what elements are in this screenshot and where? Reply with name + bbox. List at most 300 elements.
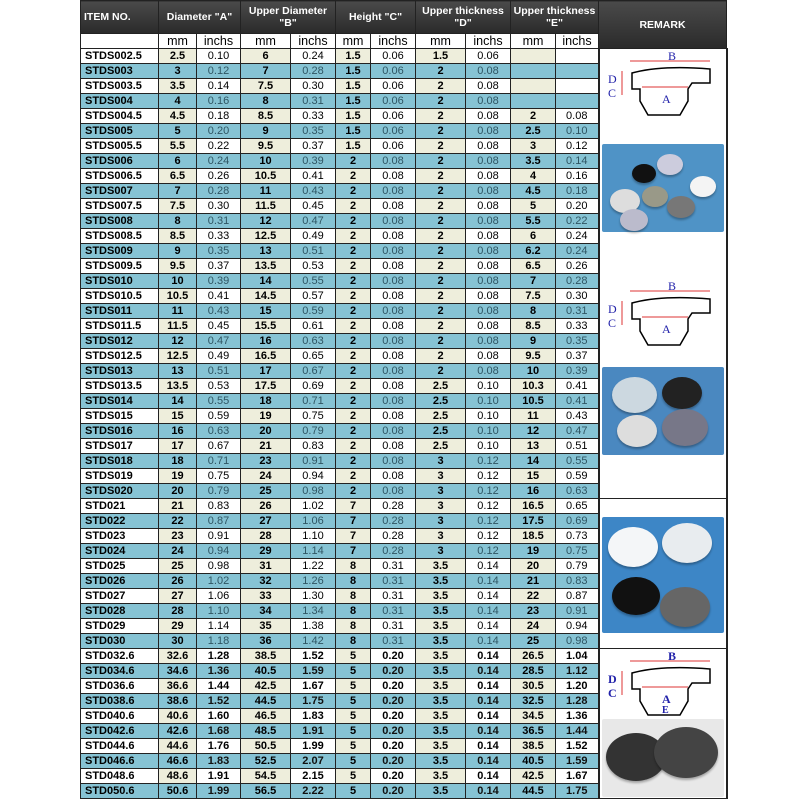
cell-item-no: STDS010	[81, 274, 159, 289]
cell-c-mm: 2	[336, 379, 371, 394]
cell-b-inch: 1.99	[291, 739, 336, 754]
cell-d-inch: 0.14	[466, 589, 511, 604]
cell-item-no: STD036.6	[81, 679, 159, 694]
cell-e-mm: 17.5	[511, 514, 556, 529]
cell-d-mm: 2	[416, 289, 466, 304]
cell-d-mm: 2	[416, 139, 466, 154]
cell-a-mm: 40.6	[159, 709, 197, 724]
cell-e-inch: 0.37	[556, 349, 599, 364]
cell-e-mm: 9	[511, 334, 556, 349]
cell-item-no: STDS006	[81, 154, 159, 169]
cell-b-mm: 34	[241, 604, 291, 619]
cell-item-no: STDS005	[81, 124, 159, 139]
cell-d-mm: 3	[416, 484, 466, 499]
cell-item-no: STDS007	[81, 184, 159, 199]
cell-d-mm: 2	[416, 94, 466, 109]
cell-item-no: STDS007.5	[81, 199, 159, 214]
cell-d-mm: 2.5	[416, 409, 466, 424]
cell-d-mm: 3.5	[416, 724, 466, 739]
subheader-inch: inchs	[466, 34, 511, 49]
cell-d-inch: 0.12	[466, 529, 511, 544]
cell-b-mm: 14	[241, 274, 291, 289]
cell-a-mm: 34.6	[159, 664, 197, 679]
cell-d-mm: 2.5	[416, 379, 466, 394]
cell-a-mm: 18	[159, 454, 197, 469]
cell-d-inch: 0.08	[466, 139, 511, 154]
cell-d-inch: 0.08	[466, 244, 511, 259]
cell-c-inch: 0.20	[371, 754, 416, 769]
cell-a-inch: 0.22	[197, 139, 241, 154]
cell-c-mm: 5	[336, 679, 371, 694]
cell-c-inch: 0.20	[371, 724, 416, 739]
cell-e-mm: 16	[511, 484, 556, 499]
cell-d-inch: 0.08	[466, 64, 511, 79]
cell-c-inch: 0.08	[371, 454, 416, 469]
subheader-mm: mm	[241, 34, 291, 49]
cell-a-mm: 42.6	[159, 724, 197, 739]
cell-c-mm: 1.5	[336, 64, 371, 79]
remark-cell	[599, 649, 727, 799]
cell-a-inch: 0.87	[197, 514, 241, 529]
cell-b-inch: 1.52	[291, 649, 336, 664]
cell-a-inch: 0.75	[197, 469, 241, 484]
cell-item-no: STDS015	[81, 409, 159, 424]
cell-d-inch: 0.08	[466, 274, 511, 289]
header-diameter-a: Diameter "A"	[159, 1, 241, 34]
cell-b-inch: 1.59	[291, 664, 336, 679]
cell-c-inch: 0.31	[371, 589, 416, 604]
cell-b-inch: 0.28	[291, 64, 336, 79]
svg-text:D: D	[607, 672, 617, 686]
cell-d-inch: 0.08	[466, 304, 511, 319]
cell-e-inch: 0.22	[556, 214, 599, 229]
cell-d-inch: 0.12	[466, 469, 511, 484]
cell-a-mm: 10	[159, 274, 197, 289]
cell-c-mm: 5	[336, 664, 371, 679]
cell-a-inch: 1.91	[197, 769, 241, 784]
cell-c-inch: 0.08	[371, 274, 416, 289]
cell-a-inch: 0.10	[197, 49, 241, 64]
product-photo	[602, 367, 724, 455]
cell-b-mm: 35	[241, 619, 291, 634]
cell-d-inch: 0.08	[466, 259, 511, 274]
cell-b-inch: 0.65	[291, 349, 336, 364]
cell-e-mm: 26.5	[511, 649, 556, 664]
cell-e-inch: 0.35	[556, 334, 599, 349]
cell-d-mm: 3.5	[416, 559, 466, 574]
cell-b-inch: 0.33	[291, 109, 336, 124]
cell-c-mm: 2	[336, 244, 371, 259]
cell-a-mm: 20	[159, 484, 197, 499]
subheader-mm: mm	[511, 34, 556, 49]
cell-c-inch: 0.08	[371, 469, 416, 484]
cell-c-mm: 8	[336, 589, 371, 604]
cell-a-inch: 0.26	[197, 169, 241, 184]
cell-b-mm: 36	[241, 634, 291, 649]
spec-table	[80, 0, 728, 799]
cell-item-no: STDS006.5	[81, 169, 159, 184]
cell-c-inch: 0.28	[371, 544, 416, 559]
cell-b-mm: 25	[241, 484, 291, 499]
cell-c-mm: 2	[336, 169, 371, 184]
cell-b-inch: 0.98	[291, 484, 336, 499]
cell-a-inch: 1.60	[197, 709, 241, 724]
cell-a-mm: 3.5	[159, 79, 197, 94]
cell-b-mm: 50.5	[241, 739, 291, 754]
cell-b-inch: 0.47	[291, 214, 336, 229]
cell-a-inch: 0.71	[197, 454, 241, 469]
cell-c-mm: 1.5	[336, 124, 371, 139]
cell-c-mm: 7	[336, 514, 371, 529]
cell-a-inch: 0.79	[197, 484, 241, 499]
cell-b-mm: 44.5	[241, 694, 291, 709]
cell-b-inch: 0.79	[291, 424, 336, 439]
cell-c-inch: 0.06	[371, 49, 416, 64]
cell-item-no: STDS020	[81, 484, 159, 499]
cell-b-inch: 0.94	[291, 469, 336, 484]
cell-c-inch: 0.06	[371, 109, 416, 124]
cell-e-mm: 36.5	[511, 724, 556, 739]
cell-d-mm: 2	[416, 244, 466, 259]
cell-item-no: STD032.6	[81, 649, 159, 664]
cell-d-mm: 2.5	[416, 439, 466, 454]
cell-c-mm: 2	[336, 274, 371, 289]
cell-d-inch: 0.08	[466, 289, 511, 304]
cell-d-inch: 0.06	[466, 49, 511, 64]
cell-a-inch: 0.94	[197, 544, 241, 559]
cell-item-no: STDS013.5	[81, 379, 159, 394]
cell-item-no: STD034.6	[81, 664, 159, 679]
cell-a-mm: 5	[159, 124, 197, 139]
cell-e-inch: 0.47	[556, 424, 599, 439]
cell-b-inch: 0.37	[291, 139, 336, 154]
cell-b-inch: 0.30	[291, 79, 336, 94]
cell-a-mm: 8	[159, 214, 197, 229]
cell-e-mm: 20	[511, 559, 556, 574]
cell-b-mm: 32	[241, 574, 291, 589]
cell-a-inch: 1.10	[197, 604, 241, 619]
cell-item-no: STD027	[81, 589, 159, 604]
cell-a-mm: 6.5	[159, 169, 197, 184]
cell-e-mm: 5	[511, 199, 556, 214]
svg-text:A: A	[661, 322, 671, 336]
cell-e-inch: 0.63	[556, 484, 599, 499]
cell-b-inch: 0.61	[291, 319, 336, 334]
cell-a-inch: 1.83	[197, 754, 241, 769]
cell-a-inch: 0.16	[197, 94, 241, 109]
cell-e-inch: 1.04	[556, 649, 599, 664]
cell-c-inch: 0.08	[371, 259, 416, 274]
cell-d-mm: 3.5	[416, 604, 466, 619]
cell-b-inch: 1.42	[291, 634, 336, 649]
cell-d-mm: 2	[416, 199, 466, 214]
cell-b-mm: 10.5	[241, 169, 291, 184]
cell-c-inch: 0.08	[371, 154, 416, 169]
cell-e-inch: 0.51	[556, 439, 599, 454]
cell-a-mm: 38.6	[159, 694, 197, 709]
cell-c-inch: 0.06	[371, 124, 416, 139]
cell-a-inch: 0.51	[197, 364, 241, 379]
cell-d-mm: 3.5	[416, 634, 466, 649]
cell-e-inch: 0.75	[556, 544, 599, 559]
svg-text:C: C	[607, 86, 616, 100]
cell-c-mm: 5	[336, 649, 371, 664]
cell-b-mm: 13.5	[241, 259, 291, 274]
cell-c-inch: 0.08	[371, 409, 416, 424]
cell-a-mm: 30	[159, 634, 197, 649]
cell-e-mm: 7	[511, 274, 556, 289]
cell-e-inch: 1.75	[556, 784, 599, 799]
cell-b-mm: 7	[241, 64, 291, 79]
cell-e-inch: 0.55	[556, 454, 599, 469]
cell-a-inch: 1.06	[197, 589, 241, 604]
cell-b-inch: 0.75	[291, 409, 336, 424]
cell-b-inch: 0.49	[291, 229, 336, 244]
cell-d-inch: 0.08	[466, 94, 511, 109]
cell-a-inch: 0.45	[197, 319, 241, 334]
cell-d-inch: 0.14	[466, 559, 511, 574]
cell-item-no: STD046.6	[81, 754, 159, 769]
cell-e-inch: 0.14	[556, 154, 599, 169]
cell-c-mm: 2	[336, 409, 371, 424]
cell-b-mm: 46.5	[241, 709, 291, 724]
cell-d-inch: 0.08	[466, 124, 511, 139]
cell-c-inch: 0.20	[371, 784, 416, 799]
cell-a-mm: 9	[159, 244, 197, 259]
cell-a-inch: 0.18	[197, 109, 241, 124]
cell-c-inch: 0.20	[371, 649, 416, 664]
cell-c-mm: 2	[336, 349, 371, 364]
svg-text:A: A	[661, 692, 671, 706]
cell-d-inch: 0.08	[466, 154, 511, 169]
cell-e-mm: 10.3	[511, 379, 556, 394]
cell-d-mm: 3.5	[416, 649, 466, 664]
cell-d-mm: 3	[416, 454, 466, 469]
cell-d-mm: 2	[416, 304, 466, 319]
cell-d-mm: 3	[416, 469, 466, 484]
cell-c-mm: 2	[336, 439, 371, 454]
cell-a-inch: 0.43	[197, 304, 241, 319]
cell-b-inch: 0.55	[291, 274, 336, 289]
cell-a-mm: 22	[159, 514, 197, 529]
cell-e-mm: 2	[511, 109, 556, 124]
cell-e-mm	[511, 79, 556, 94]
cell-b-mm: 21	[241, 439, 291, 454]
cell-b-mm: 24	[241, 469, 291, 484]
cell-item-no: STD048.6	[81, 769, 159, 784]
cell-e-inch	[556, 94, 599, 109]
cell-e-inch: 0.87	[556, 589, 599, 604]
cell-c-inch: 0.08	[371, 319, 416, 334]
cell-d-inch: 0.08	[466, 319, 511, 334]
cell-d-mm: 2.5	[416, 394, 466, 409]
cell-b-mm: 19	[241, 409, 291, 424]
cell-c-mm: 1.5	[336, 94, 371, 109]
cell-d-inch: 0.08	[466, 184, 511, 199]
cell-item-no: STDS013	[81, 364, 159, 379]
cell-a-mm: 12.5	[159, 349, 197, 364]
cell-d-inch: 0.12	[466, 454, 511, 469]
cell-d-mm: 3.5	[416, 679, 466, 694]
table-row	[81, 499, 727, 514]
cell-a-inch: 0.35	[197, 244, 241, 259]
cell-b-mm: 8.5	[241, 109, 291, 124]
cell-b-inch: 0.63	[291, 334, 336, 349]
cell-d-mm: 2	[416, 334, 466, 349]
cell-a-inch: 0.14	[197, 79, 241, 94]
cell-b-inch: 1.02	[291, 499, 336, 514]
cell-d-inch: 0.08	[466, 214, 511, 229]
cell-item-no: STD029	[81, 619, 159, 634]
cell-d-inch: 0.08	[466, 79, 511, 94]
cell-b-inch: 2.22	[291, 784, 336, 799]
cell-e-mm: 3.5	[511, 154, 556, 169]
cell-a-inch: 1.76	[197, 739, 241, 754]
cell-item-no: STDS017	[81, 439, 159, 454]
cell-e-inch: 0.24	[556, 229, 599, 244]
cell-c-inch: 0.08	[371, 424, 416, 439]
cell-d-mm: 2	[416, 169, 466, 184]
cell-a-inch: 0.41	[197, 289, 241, 304]
cell-e-mm: 15	[511, 469, 556, 484]
cell-a-inch: 0.47	[197, 334, 241, 349]
cell-item-no: STD044.6	[81, 739, 159, 754]
cell-item-no: STD021	[81, 499, 159, 514]
cell-d-inch: 0.14	[466, 574, 511, 589]
cell-a-mm: 11	[159, 304, 197, 319]
cell-b-mm: 9	[241, 124, 291, 139]
svg-text:D: D	[607, 302, 617, 316]
cell-item-no: STD028	[81, 604, 159, 619]
cell-c-inch: 0.08	[371, 364, 416, 379]
cell-c-inch: 0.20	[371, 694, 416, 709]
cell-a-inch: 0.20	[197, 124, 241, 139]
cell-c-mm: 5	[336, 754, 371, 769]
cell-a-inch: 0.67	[197, 439, 241, 454]
cell-a-inch: 1.44	[197, 679, 241, 694]
cell-d-inch: 0.14	[466, 664, 511, 679]
cell-a-mm: 28	[159, 604, 197, 619]
cell-a-mm: 7.5	[159, 199, 197, 214]
cell-b-inch: 1.22	[291, 559, 336, 574]
cell-d-inch: 0.14	[466, 784, 511, 799]
cell-d-mm: 3.5	[416, 709, 466, 724]
cell-d-inch: 0.10	[466, 424, 511, 439]
cell-e-inch: 0.41	[556, 379, 599, 394]
cell-e-mm: 9.5	[511, 349, 556, 364]
cell-item-no: STDS004.5	[81, 109, 159, 124]
cell-c-inch: 0.08	[371, 349, 416, 364]
cell-a-mm: 19	[159, 469, 197, 484]
cell-e-inch	[556, 49, 599, 64]
cell-b-inch: 0.35	[291, 124, 336, 139]
cell-d-inch: 0.10	[466, 409, 511, 424]
cell-c-mm: 5	[336, 769, 371, 784]
product-photo	[602, 719, 724, 797]
cell-e-mm: 24	[511, 619, 556, 634]
cell-a-mm: 17	[159, 439, 197, 454]
cell-c-mm: 1.5	[336, 139, 371, 154]
remark-cell	[599, 49, 727, 499]
cell-a-mm: 25	[159, 559, 197, 574]
cell-a-inch: 1.28	[197, 649, 241, 664]
cell-e-inch: 1.44	[556, 724, 599, 739]
cell-b-inch: 0.59	[291, 304, 336, 319]
cell-b-inch: 1.30	[291, 589, 336, 604]
cell-b-inch: 0.41	[291, 169, 336, 184]
cell-item-no: STD023	[81, 529, 159, 544]
cell-b-mm: 13	[241, 244, 291, 259]
subheader-inch: inchs	[197, 34, 241, 49]
svg-text:A: A	[661, 92, 671, 106]
cell-e-inch: 0.26	[556, 259, 599, 274]
cell-a-inch: 0.24	[197, 154, 241, 169]
cell-c-mm: 2	[336, 394, 371, 409]
cell-c-inch: 0.20	[371, 769, 416, 784]
cell-d-inch: 0.12	[466, 544, 511, 559]
cell-a-inch: 0.98	[197, 559, 241, 574]
cell-d-mm: 2	[416, 79, 466, 94]
subheader-mm: mm	[336, 34, 371, 49]
cell-c-mm: 2	[336, 484, 371, 499]
cell-d-mm: 2	[416, 319, 466, 334]
cell-a-inch: 0.12	[197, 64, 241, 79]
cell-b-mm: 10	[241, 154, 291, 169]
cell-c-mm: 1.5	[336, 79, 371, 94]
cell-e-mm: 11	[511, 409, 556, 424]
svg-text:E: E	[661, 705, 669, 716]
cell-c-inch: 0.08	[371, 394, 416, 409]
cell-item-no: STDS016	[81, 424, 159, 439]
cell-c-mm: 1.5	[336, 49, 371, 64]
cell-a-mm: 27	[159, 589, 197, 604]
cell-c-mm: 5	[336, 739, 371, 754]
cell-a-mm: 21	[159, 499, 197, 514]
product-photo	[602, 517, 724, 633]
cell-a-inch: 1.14	[197, 619, 241, 634]
cell-b-mm: 16.5	[241, 349, 291, 364]
cell-b-mm: 12	[241, 214, 291, 229]
cell-d-mm: 3.5	[416, 784, 466, 799]
cell-e-mm: 21	[511, 574, 556, 589]
cell-b-mm: 31	[241, 559, 291, 574]
cell-d-mm: 1.5	[416, 49, 466, 64]
cell-item-no: STD038.6	[81, 694, 159, 709]
cell-b-mm: 9.5	[241, 139, 291, 154]
cell-c-inch: 0.06	[371, 64, 416, 79]
cell-d-inch: 0.08	[466, 169, 511, 184]
cell-b-inch: 1.34	[291, 604, 336, 619]
cell-a-mm: 10.5	[159, 289, 197, 304]
cell-e-inch: 0.28	[556, 274, 599, 289]
cell-c-mm: 2	[336, 364, 371, 379]
cell-b-inch: 0.53	[291, 259, 336, 274]
cell-item-no: STD050.6	[81, 784, 159, 799]
cell-b-inch: 1.26	[291, 574, 336, 589]
remark-cell	[599, 499, 727, 649]
cell-d-mm: 3.5	[416, 574, 466, 589]
cell-c-inch: 0.08	[371, 379, 416, 394]
cell-a-mm: 36.6	[159, 679, 197, 694]
cell-e-inch: 0.41	[556, 394, 599, 409]
cell-e-inch: 0.08	[556, 109, 599, 124]
cell-e-inch	[556, 79, 599, 94]
cell-e-inch: 1.59	[556, 754, 599, 769]
cell-a-inch: 0.37	[197, 259, 241, 274]
cell-b-inch: 1.14	[291, 544, 336, 559]
cell-e-mm: 28.5	[511, 664, 556, 679]
cell-c-mm: 1.5	[336, 109, 371, 124]
